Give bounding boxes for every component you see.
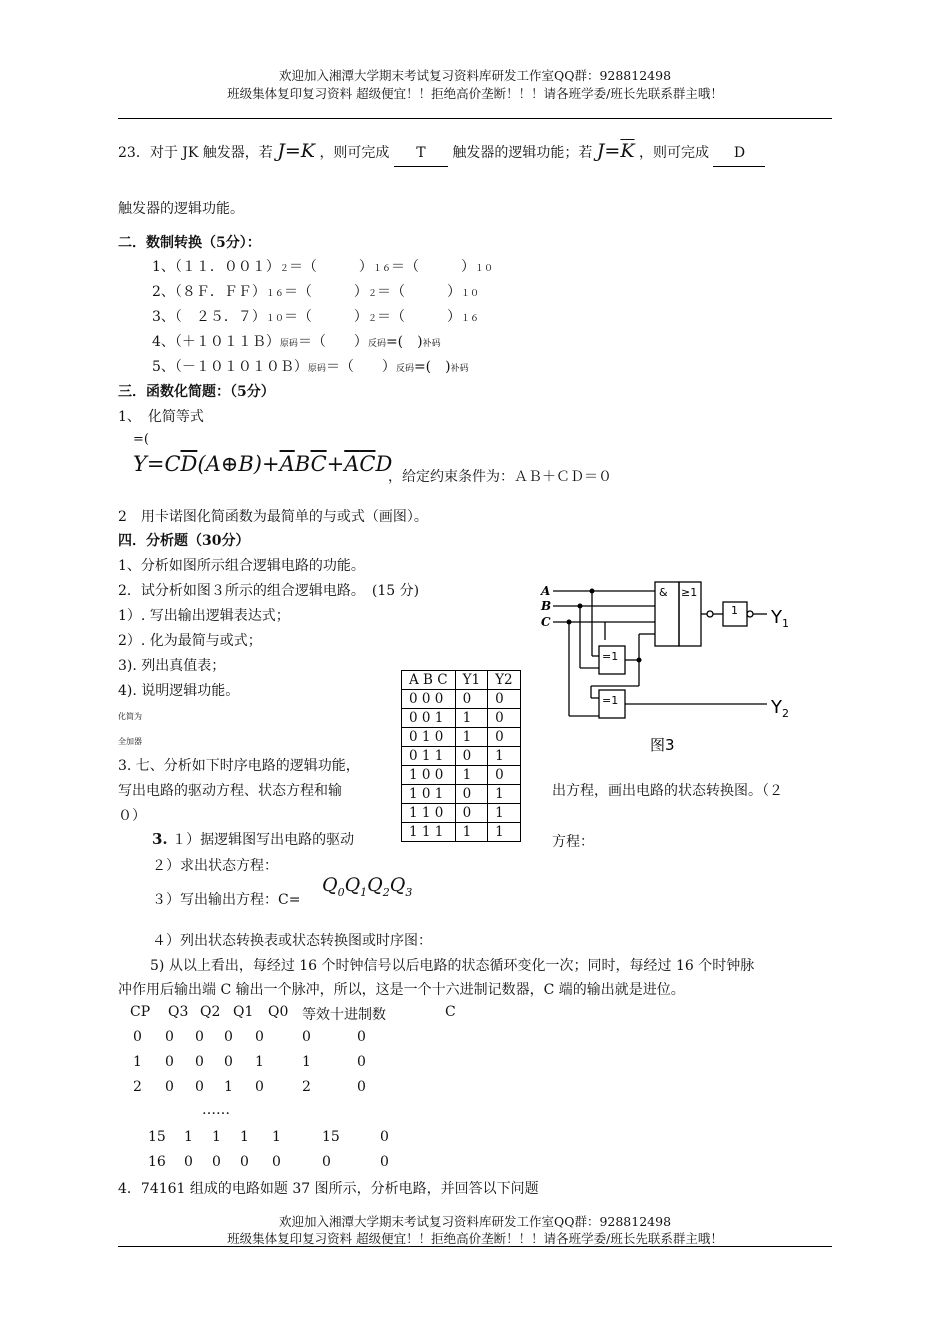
sec3-equation: $Y=C\overline{D}(A\oplus B)+\overline{A}B\overline{C}+\overline{A}\overline{C}D$: [133, 452, 393, 476]
sec2-item: [152, 281, 479, 301]
q23-cond-2-j: J=: [596, 140, 621, 162]
circuit-input-c: C: [541, 615, 551, 629]
truth-table-row: [402, 747, 521, 766]
state-table-cell: 1: [224, 1079, 233, 1095]
state-table-cell: 0: [357, 1029, 366, 1045]
truth-table-cell: 1 0 1: [402, 785, 456, 804]
sec3-item-1: 1、 化简等式: [118, 409, 204, 425]
state-table-cell: 0: [224, 1029, 233, 1045]
sec4-line-1: 1、分析如图所示组合逻辑电路的功能。: [118, 558, 365, 574]
sec2-item-sub: １６: [265, 289, 284, 299]
q3-step-1-text: １）据逻辑图写出电路的驱动: [172, 832, 355, 848]
sec2-item-sub3: 补码: [422, 339, 441, 349]
truth-table-cell: 0 0 0: [402, 690, 456, 709]
sec4-line-4: 2）. 化为最简与或式；: [118, 633, 262, 649]
sec2-item-sub3: １０: [474, 264, 493, 274]
sec2-item-mid: ＝（ ）: [283, 309, 368, 325]
truth-table-cell: 0: [488, 690, 521, 709]
q23-answer-2: D: [713, 140, 765, 167]
footer-line-2: 班级集体复印复习资料 超级便宜！！拒绝高价垄断！！！请各班学委/班长先联系群主哦！: [227, 1231, 723, 1246]
state-table-ellipsis: ……: [202, 1102, 230, 1118]
truth-table-cell: 1: [455, 728, 488, 747]
state-table-cell: 0: [165, 1054, 174, 1070]
state-table-cell: 0: [380, 1154, 389, 1170]
footer-line-1: 欢迎加入湘潭大学期末考试复习资料库研发工作室QQ群：928812498: [278, 1214, 672, 1229]
state-table-cell: 1: [302, 1054, 311, 1070]
circuit-diagram: [535, 580, 795, 760]
sec2-item-tail: ＝（ ）: [376, 309, 461, 325]
q3-line-d: ０）: [118, 808, 146, 824]
q23-cond-1: J=K: [277, 140, 315, 162]
sec2-item-mid: ＝（ ）: [297, 334, 368, 350]
q3-step-2: ２）求出状态方程：: [152, 858, 278, 874]
sec4-title: 四．分析题（30分）: [118, 533, 250, 549]
truth-table-cell: 0 1 0: [402, 728, 456, 747]
truth-table: [401, 670, 521, 842]
q3-step-5b: 冲作用后输出端 C 输出一个脉冲，所以，这是一个十六进制记数器，C 端的输出就是进位。: [118, 982, 685, 998]
header-rule: [118, 118, 832, 119]
q3-line-b: 写出电路的驱动方程、状态方程和输: [118, 783, 342, 799]
state-table-cell: 1: [255, 1054, 264, 1070]
truth-table-row: [402, 804, 521, 823]
state-table-cell: 0: [272, 1154, 281, 1170]
state-table-cell: 0: [224, 1054, 233, 1070]
truth-table-row: [402, 766, 521, 785]
q23-cond-2-k: $\overline{K}$: [620, 140, 635, 162]
sec4-line-3: 1）. 写出输出逻辑表达式；: [118, 608, 290, 624]
sec3-item-2: 2 用卡诺图化简函数为最简单的与或式（画图）。: [118, 509, 428, 525]
q3-line-a: 3. 七、分析如下时序电路的逻辑功能，: [118, 758, 360, 774]
truth-table-cell: 1: [488, 747, 521, 766]
circuit-input-b: B: [541, 599, 552, 613]
state-table-cell: 0: [133, 1029, 142, 1045]
truth-table-cell: 0: [455, 785, 488, 804]
sec4-line-6: 4). 说明逻辑功能。: [118, 683, 240, 699]
truth-table-row: [402, 785, 521, 804]
state-table-cell: 0: [195, 1079, 204, 1095]
truth-table-cell: 0 1 1: [402, 747, 456, 766]
state-table-cell: 1: [272, 1129, 281, 1145]
sec4-line-2: 2．试分析如图３所示的组合逻辑电路。 (15 分): [118, 583, 420, 599]
q3-step-4: ４）列出状态转换表或状态转换图或时序图：: [152, 933, 432, 949]
sec2-item-sub: １０: [265, 314, 284, 324]
q3-step-5a: 5) 从以上看出，每经过 16 个时钟信号以后电路的状态循环变化一次；同时，每经过 16 个时钟脉: [150, 958, 755, 974]
q4-line: 4．74161 组成的电路如题 37 图所示，分析电路，并回答以下问题: [118, 1181, 539, 1197]
truth-table-cell: 0: [455, 804, 488, 823]
truth-table-cell: 0: [488, 728, 521, 747]
state-table-header: Q1: [233, 1004, 254, 1020]
sec2-item-text: 4、（＋１０１１Ｂ）: [152, 334, 280, 350]
sec2-item-sub2: １６: [372, 264, 391, 274]
q3-step-1-num: 3.: [152, 830, 168, 848]
sec4-line-5: 3). 列出真值表；: [118, 658, 226, 674]
truth-table-row: [402, 728, 521, 747]
state-table-cell: 1: [240, 1129, 249, 1145]
state-table-cell: 0: [357, 1079, 366, 1095]
state-table-header: C: [445, 1004, 456, 1020]
truth-table-cell: 0: [488, 766, 521, 785]
truth-table-cell: 0: [455, 747, 488, 766]
q23-text-2: ，则可完成: [319, 145, 390, 161]
tt-header-y2: Y2: [488, 671, 521, 690]
sec2-item-sub2: 反码: [367, 339, 386, 349]
state-table-cell: 0: [195, 1029, 204, 1045]
output-y1-label: $Y_1$: [771, 607, 789, 630]
sec2-item: [152, 306, 479, 326]
state-table-cell: 2: [133, 1079, 142, 1095]
state-table-cell: 0: [212, 1154, 221, 1170]
q23-text-5: 触发器的逻辑功能。: [118, 201, 244, 217]
q23-text-3: 触发器的逻辑功能；若: [452, 145, 593, 161]
header-line-2: 班级集体复印复习资料 超级便宜！！拒绝高价垄断！！！请各班学委/班长先联系群主哦！: [227, 86, 723, 101]
sec2-item-tail: =( ): [413, 359, 451, 375]
sec2-item-sub3: 补码: [450, 364, 469, 374]
truth-table-cell: 0 0 1: [402, 709, 456, 728]
figure-caption: 图3: [650, 736, 675, 754]
sec2-item: [152, 356, 469, 376]
state-table-cell: 0: [240, 1154, 249, 1170]
state-table-header: Q3: [168, 1004, 189, 1020]
q3-step-1: [152, 829, 354, 849]
q23-text-4: ，则可完成: [639, 145, 709, 161]
state-table-header: 等效十进制数: [302, 1007, 386, 1023]
sec2-item: [152, 331, 441, 351]
state-table-cell: 1: [212, 1129, 221, 1145]
truth-table-row: [402, 690, 521, 709]
state-table-header: Q0: [268, 1004, 289, 1020]
q23-line: [118, 138, 765, 167]
truth-table-cell: 0: [455, 690, 488, 709]
state-table-cell: 1: [184, 1129, 193, 1145]
sec2-item-tail: ＝（ ）: [390, 259, 475, 275]
state-table-cell: 0: [184, 1154, 193, 1170]
state-table-cell: 0: [380, 1129, 389, 1145]
sec3-constraint: ，给定约束条件为：ＡＢ＋ＣＤ＝０: [388, 469, 612, 485]
sec2-item-tail: =( ): [385, 334, 423, 350]
gate-and-label: &: [659, 586, 668, 599]
state-table-cell: 16: [148, 1154, 166, 1170]
state-table-cell: 0: [255, 1079, 264, 1095]
truth-table-cell: 1 1 0: [402, 804, 456, 823]
sec2-item-text: 3、（ ２５．７）: [152, 309, 266, 325]
q3-line-c: 出方程，画出电路的状态转换图。（２: [552, 783, 783, 799]
truth-table-cell: 1: [488, 785, 521, 804]
sec2-item-sub2: ２: [367, 314, 377, 324]
sec2-item-text: 1、（１１．００１）: [152, 259, 280, 275]
state-table-cell: 0: [195, 1054, 204, 1070]
truth-table-cell: 1: [488, 804, 521, 823]
state-table-cell: 0: [255, 1029, 264, 1045]
note-full-adder: 全加器: [118, 737, 142, 746]
sec3-title: 三．函数化简题：（5分）: [118, 384, 275, 400]
gate-or-label: ≥1: [681, 586, 698, 599]
gate-not-label: 1: [731, 604, 738, 617]
truth-table-cell: 1: [488, 823, 521, 842]
sec2-item-mid: ＝（ ）: [283, 284, 368, 300]
sec2-item-text: 5、（－１０１０１０Ｂ）: [152, 359, 308, 375]
footer-rule: [118, 1246, 832, 1247]
sec2-item-sub3: １０: [460, 289, 479, 299]
truth-table-cell: 1: [455, 823, 488, 842]
state-table-cell: 15: [148, 1129, 166, 1145]
state-table-header: CP: [130, 1004, 151, 1020]
state-table-cell: 0: [322, 1154, 331, 1170]
sec2-item-tail: ＝（ ）: [376, 284, 461, 300]
header-line-1: 欢迎加入湘潭大学期末考试复习资料库研发工作室QQ群：928812498: [278, 68, 672, 83]
sec2-item-sub: 原码: [307, 364, 326, 374]
gate-xor2-label: =1: [602, 694, 619, 707]
state-table-header: Q2: [200, 1004, 221, 1020]
q23-answer-1: T: [394, 140, 448, 167]
sec2-item-mid: ＝（ ）: [325, 359, 396, 375]
sec2-item-sub3: １６: [460, 314, 479, 324]
q3-output-equation: $Q_0Q_1Q_2Q_3$: [322, 874, 413, 899]
state-table-cell: 2: [302, 1079, 311, 1095]
q23-text-1: 23．对于 JK 触发器，若: [118, 145, 273, 161]
q3-step-1-tail: 方程：: [552, 834, 594, 850]
state-table-cell: 15: [322, 1129, 340, 1145]
sec3-eq-prefix: =(: [133, 432, 149, 447]
sec2-item-sub2: 反码: [395, 364, 414, 374]
note-simplify: 化简为: [118, 712, 142, 721]
truth-table-cell: 1 0 0: [402, 766, 456, 785]
output-y2-label: $Y_2$: [771, 697, 789, 720]
truth-table-row: [402, 823, 521, 842]
truth-table-cell: 1 1 1: [402, 823, 456, 842]
sec2-item: [152, 256, 493, 276]
state-table-cell: 0: [302, 1029, 311, 1045]
gate-xor1-label: =1: [602, 650, 619, 663]
sec2-item-sub: ２: [279, 264, 289, 274]
truth-table-row: [402, 709, 521, 728]
sec2-item-mid: ＝（ ）: [288, 259, 373, 275]
sec2-item-sub: 原码: [279, 339, 298, 349]
truth-table-cell: 1: [455, 709, 488, 728]
state-table-cell: 0: [165, 1029, 174, 1045]
state-table-cell: 0: [357, 1054, 366, 1070]
q3-step-3: ３）写出输出方程：C=: [152, 892, 301, 908]
sec2-item-sub2: ２: [367, 289, 377, 299]
state-table-cell: 0: [165, 1079, 174, 1095]
sec2-item-text: 2、（８Ｆ．ＦＦ）: [152, 284, 266, 300]
sec2-title: 二．数制转换（5分）：: [118, 235, 261, 251]
circuit-input-a: A: [541, 584, 551, 598]
truth-table-cell: 0: [488, 709, 521, 728]
truth-table-cell: 1: [455, 766, 488, 785]
tt-header-y1: Y1: [455, 671, 488, 690]
state-table-cell: 1: [133, 1054, 142, 1070]
tt-header-abc: A B C: [402, 671, 456, 690]
